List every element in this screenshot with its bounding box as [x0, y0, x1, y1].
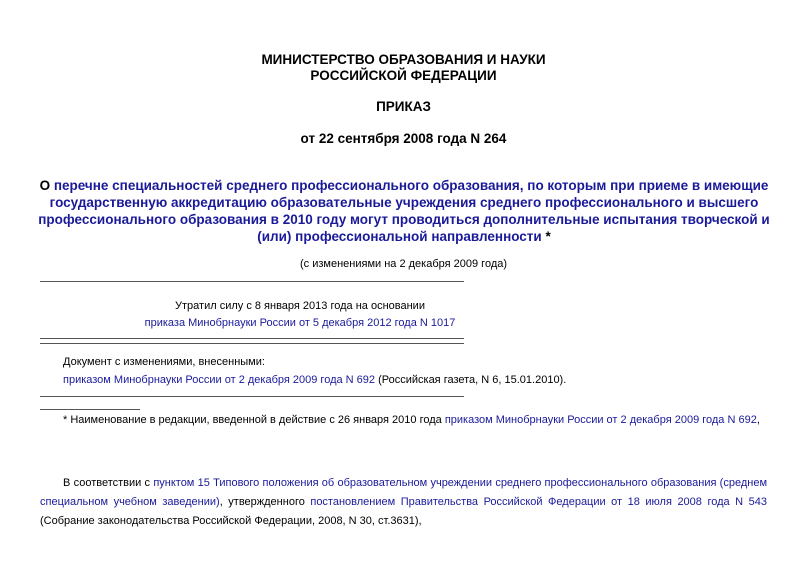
divider	[40, 281, 464, 282]
ministry-line1: МИНИСТЕРСТВО ОБРАЗОВАНИЯ И НАУКИ	[261, 52, 546, 67]
document-changes-label: Документ с изменениями, внесенными:	[63, 356, 265, 368]
doc-type: ПРИКАЗ	[376, 99, 431, 114]
body-paragraph	[40, 474, 767, 531]
ministry-line2: РОССИЙСКОЙ ФЕДЕРАЦИИ	[310, 68, 497, 83]
body-text2: , утвержденного	[219, 496, 311, 508]
lost-force-link[interactable]: приказа Минобрнауки России от 5 декабря 2012 года N 1017	[144, 317, 456, 329]
lost-force-note	[40, 298, 560, 332]
document-changes	[63, 353, 783, 389]
ministry-header	[0, 52, 807, 84]
document-changes-link[interactable]: приказом Минобрнауки России от 2 декабря 2009 года N 692	[63, 374, 376, 386]
title-suffix: *	[541, 229, 551, 244]
divider	[40, 338, 464, 339]
body-link2[interactable]: постановлением Правительства Российской Федерации от 18 июля 2008 года N 543	[310, 496, 767, 508]
divider	[40, 396, 464, 397]
body-link1[interactable]: пунктом 15 Типового положения об образовательном учреждении среднего профессионального образования (среднем специальном учебном заведении)	[40, 477, 768, 508]
doc-title	[36, 177, 772, 245]
footnote-suffix: ,	[756, 414, 760, 426]
title-prefix: О	[39, 178, 54, 193]
footnote-link[interactable]: приказом Минобрнауки России от 2 декабря 2009 года N 692	[444, 414, 757, 426]
divider	[40, 343, 464, 344]
footnote	[63, 414, 803, 426]
changes-note: (с изменениями на 2 декабря 2009 года)	[299, 258, 508, 270]
lost-force-text: Утратил силу с 8 января 2013 года на основании	[175, 300, 425, 312]
doc-date-number: от 22 сентября 2008 года N 264	[300, 131, 507, 146]
document-changes-source: (Российская газета, N 6, 15.01.2010).	[375, 374, 567, 386]
footnote-text: * Наименование в редакции, введенной в действие с 26 января 2010 года	[63, 414, 445, 426]
title-link[interactable]: перечне специальностей среднего профессионального образования, по которым при приеме в имеющие государственную аккредитацию образовательные учреждения среднего профессионального и высшего профессионального образования в 2010 году могут проводиться дополнительные испытания творческой и (или) профессиональной направленности	[38, 178, 770, 244]
body-text3: (Собрание законодательства Российской Федерации, 2008, N 30, ст.3631),	[40, 515, 422, 527]
document-changes-line	[63, 371, 783, 389]
body-text1: В соответствии с	[63, 477, 154, 489]
footnote-divider	[40, 409, 140, 410]
